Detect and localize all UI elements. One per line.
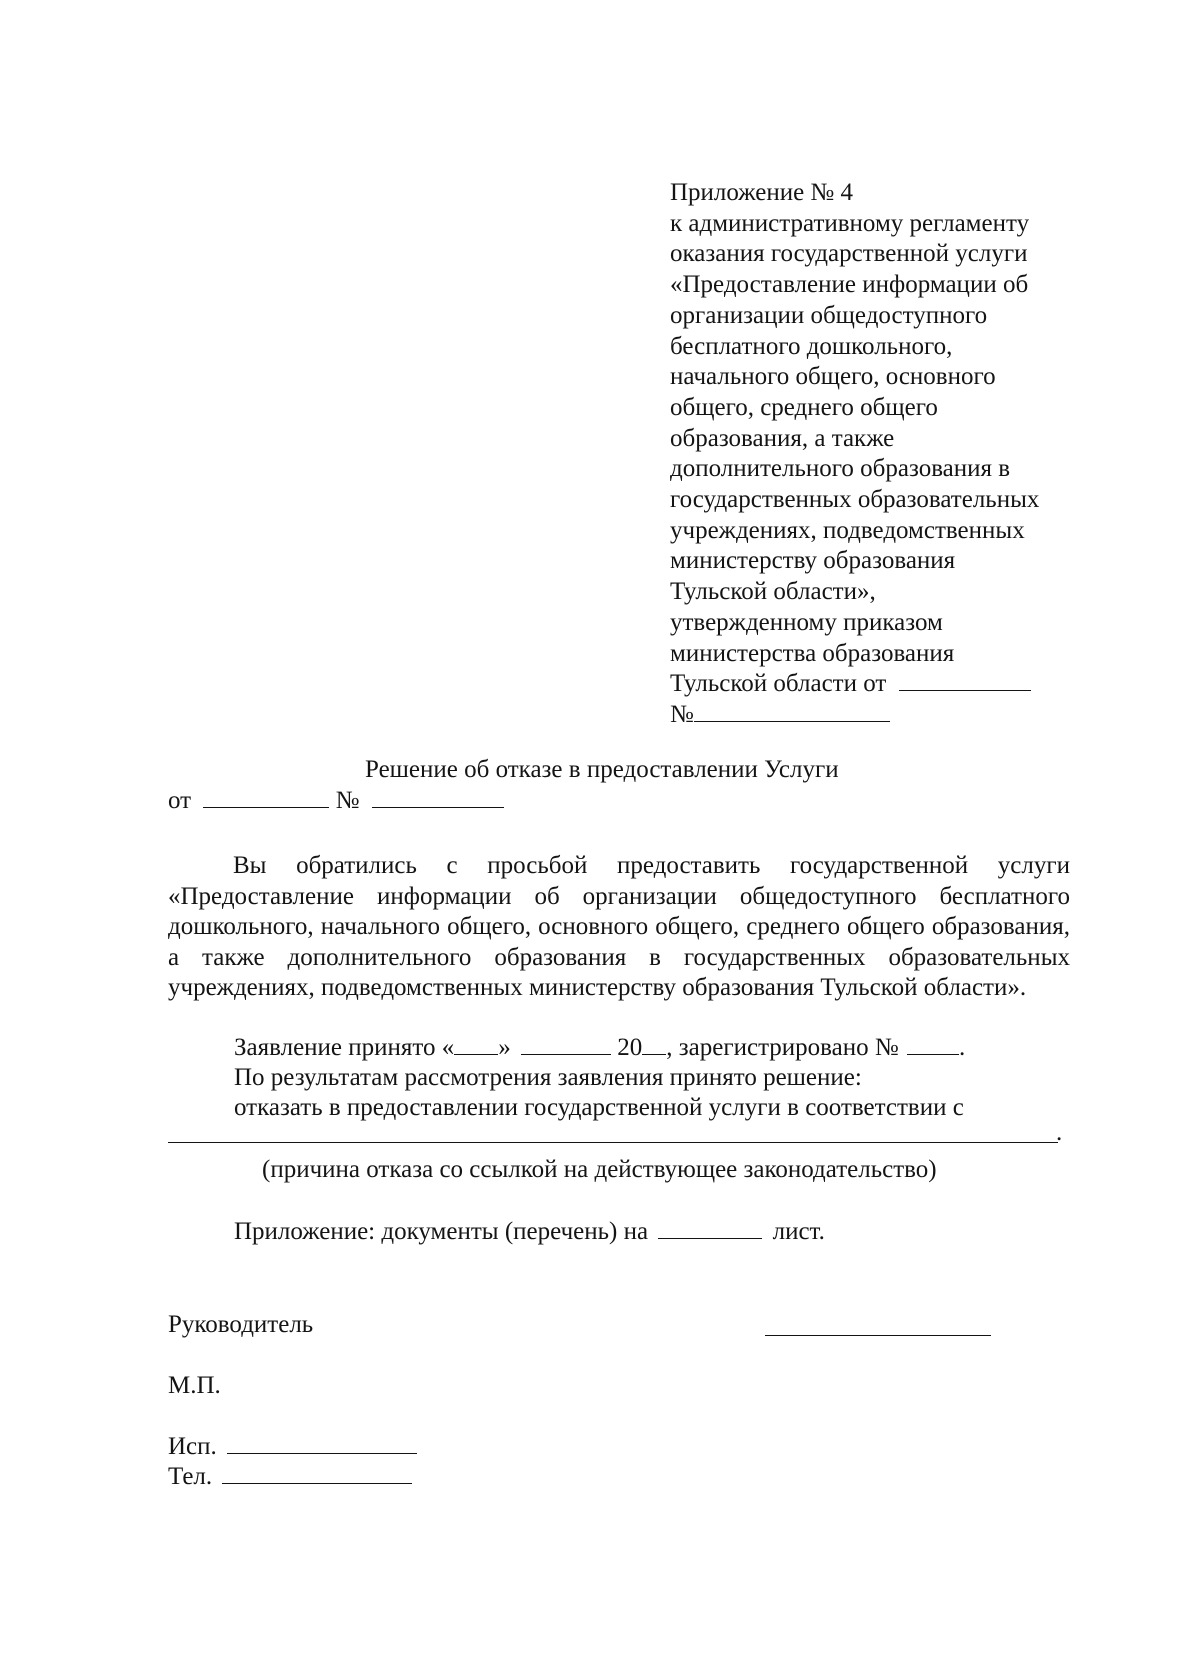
executor-label: Исп. — [168, 1433, 217, 1460]
reason-end-dot: . — [1056, 1119, 1063, 1146]
annex-line: общего, среднего общего — [670, 393, 938, 421]
phone-blank[interactable] — [222, 1463, 412, 1484]
received-text: Заявление принято « — [234, 1034, 455, 1061]
received-text: » — [498, 1034, 511, 1061]
annex-order-date — [670, 669, 1110, 700]
executor-blank[interactable] — [227, 1433, 417, 1454]
stamp-label: М.П. — [168, 1372, 221, 1399]
attachments-count-blank[interactable] — [658, 1218, 762, 1239]
reason-blank-line[interactable] — [168, 1141, 1058, 1143]
annex-line: образования, а также — [670, 424, 895, 452]
decision-date-number — [168, 787, 504, 815]
registered-text: , зарегистрировано № — [666, 1034, 899, 1061]
decision-from-label: от — [168, 787, 192, 814]
annex-line: «Предоставление информации об — [670, 271, 1029, 299]
intro-paragraph: Вы обратились с просьбой предоставить государственной услуги «Предоставление информации об организации общедоступного бесплатного дошкольного, начального общего, основного общего, среднего общего образования, а также дополнительного образования в государственных образовательных учреждениях, подведомственных министерству образования Тульской области». — [168, 852, 1070, 1001]
result-line: По результатам рассмотрения заявления принято решение: — [234, 1064, 862, 1091]
attachments-prefix: Приложение: документы (перечень) на — [234, 1218, 649, 1245]
annex-line: начального общего, основного — [670, 363, 996, 391]
attachments-line — [234, 1218, 825, 1246]
decision-title: Решение об отказе в предоставлении Услуги — [365, 756, 839, 783]
annex-line: к административному регламенту — [670, 209, 1030, 237]
received-year-blank[interactable] — [642, 1034, 666, 1055]
annex-line: государственных образовательных — [670, 486, 1040, 514]
head-label: Руководитель — [168, 1311, 314, 1338]
annex-date-prefix: Тульской области от — [670, 670, 887, 698]
phone-line — [168, 1463, 412, 1491]
annex-date-blank[interactable] — [899, 670, 1031, 691]
annex-line: дополнительного образования в — [670, 455, 1011, 483]
annex-order-number — [670, 700, 1110, 731]
annex-line: министерства образования — [670, 639, 955, 667]
phone-label: Тел. — [168, 1463, 213, 1490]
annex-line: учреждениях, подведомственных — [670, 516, 1025, 544]
decision-number-blank[interactable] — [372, 787, 504, 808]
annex-number-prefix: № — [670, 700, 694, 728]
executor-line — [168, 1433, 417, 1461]
received-month-blank[interactable] — [521, 1034, 611, 1055]
attachments-suffix: лист. — [772, 1218, 825, 1245]
annex-line: Тульской области», — [670, 578, 876, 606]
annex-header — [670, 178, 1110, 731]
annex-line: утвержденному приказом — [670, 608, 943, 636]
received-year-prefix: 20 — [617, 1034, 643, 1061]
annex-line: Приложение № 4 — [670, 179, 854, 206]
reason-caption: (причина отказа со ссылкой на действующее законодательство) — [262, 1156, 937, 1183]
annex-line: оказания государственной услуги — [670, 240, 1028, 268]
annex-number-blank[interactable] — [694, 701, 890, 722]
registration-number-blank[interactable] — [907, 1034, 959, 1055]
annex-line: министерству образования — [670, 547, 956, 575]
received-day-blank[interactable] — [454, 1034, 498, 1055]
refuse-line: отказать в предоставлении государственной услуги в соответствии с — [234, 1094, 964, 1121]
decision-number-label: № — [335, 787, 360, 814]
annex-line: бесплатного дошкольного, — [670, 332, 953, 360]
head-signature-line[interactable] — [765, 1334, 991, 1336]
received-end: . — [958, 1034, 966, 1061]
annex-line: организации общедоступного — [670, 301, 988, 329]
decision-date-blank[interactable] — [203, 787, 329, 808]
application-received-line — [234, 1034, 965, 1062]
